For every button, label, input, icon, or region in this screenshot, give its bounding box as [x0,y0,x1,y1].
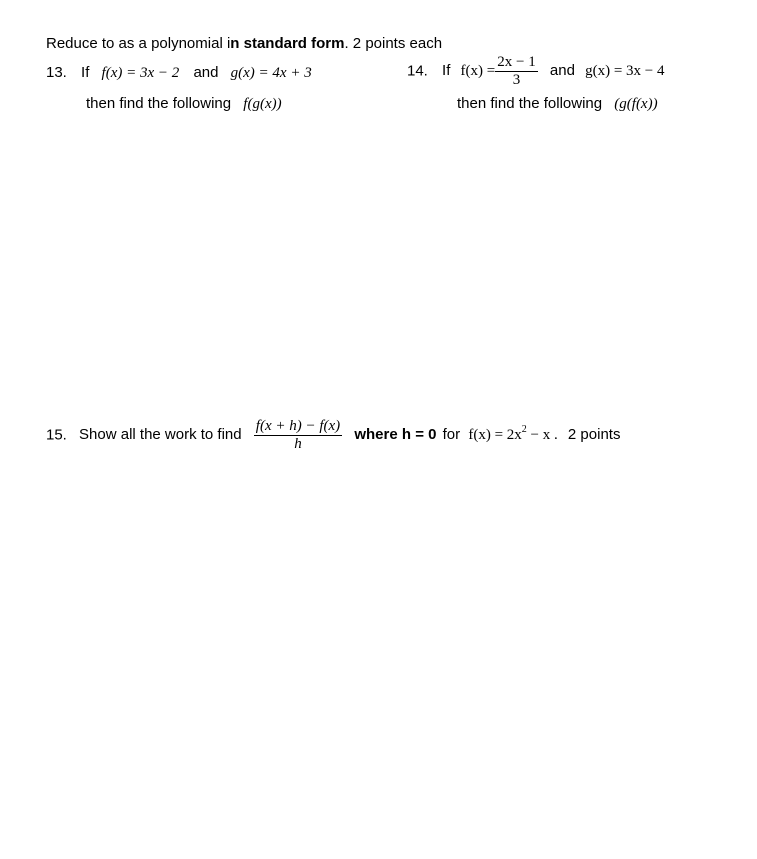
q14-then-text: then find the following [457,95,603,112]
q15-text: Show all the work to find [79,426,242,444]
q14-f-numerator: 2x − 1 [497,54,536,70]
q14-if: If [442,62,451,80]
q15-points: 2 points [567,426,621,444]
q15-difference-quotient [254,418,342,453]
instructions-bold: n standard form [230,35,345,52]
q15-f-definition [468,424,558,444]
q14-and: and [549,62,575,80]
q14-f-denominator: 3 [512,72,521,88]
q15-number: 15. [46,426,67,444]
q15-denominator: h [294,436,302,452]
q13-then-text: then find the following [86,95,232,112]
q15-f-def-pre: f(x) = 2x [468,427,522,444]
q13-if: If [81,64,90,81]
q13-find-expression: f(g(x)) [243,96,282,112]
q13-find-line [86,95,282,113]
question-14 [407,54,665,89]
q15-f-def-exponent: 2 [521,424,527,436]
q15-numerator: f(x + h) − f(x) [255,418,341,434]
instructions-prefix: Reduce to as a polynomial i [46,35,231,52]
q15-for: for [442,426,461,444]
q13-number: 13. [46,64,67,81]
q14-g-definition: g(x) = 3x − 4 [585,63,665,80]
q14-f-lhs: f(x) = [460,63,496,80]
q14-number: 14. [407,62,428,80]
q13-and: and [193,64,219,81]
question-15 [46,418,620,453]
q13-g-definition: g(x) = 4x + 3 [230,65,312,81]
q13-f-definition: f(x) = 3x − 2 [101,65,180,81]
question-13 [46,64,312,82]
q15-f-def-post: − x . [526,427,558,444]
q14-f-fraction [495,54,537,89]
instructions [46,35,442,52]
q14-find-line [457,95,658,113]
instructions-suffix: . 2 points each [344,35,443,52]
q14-find-expression: (g(f(x)) [614,96,658,112]
q15-where-condition: where h = 0 [354,426,437,444]
